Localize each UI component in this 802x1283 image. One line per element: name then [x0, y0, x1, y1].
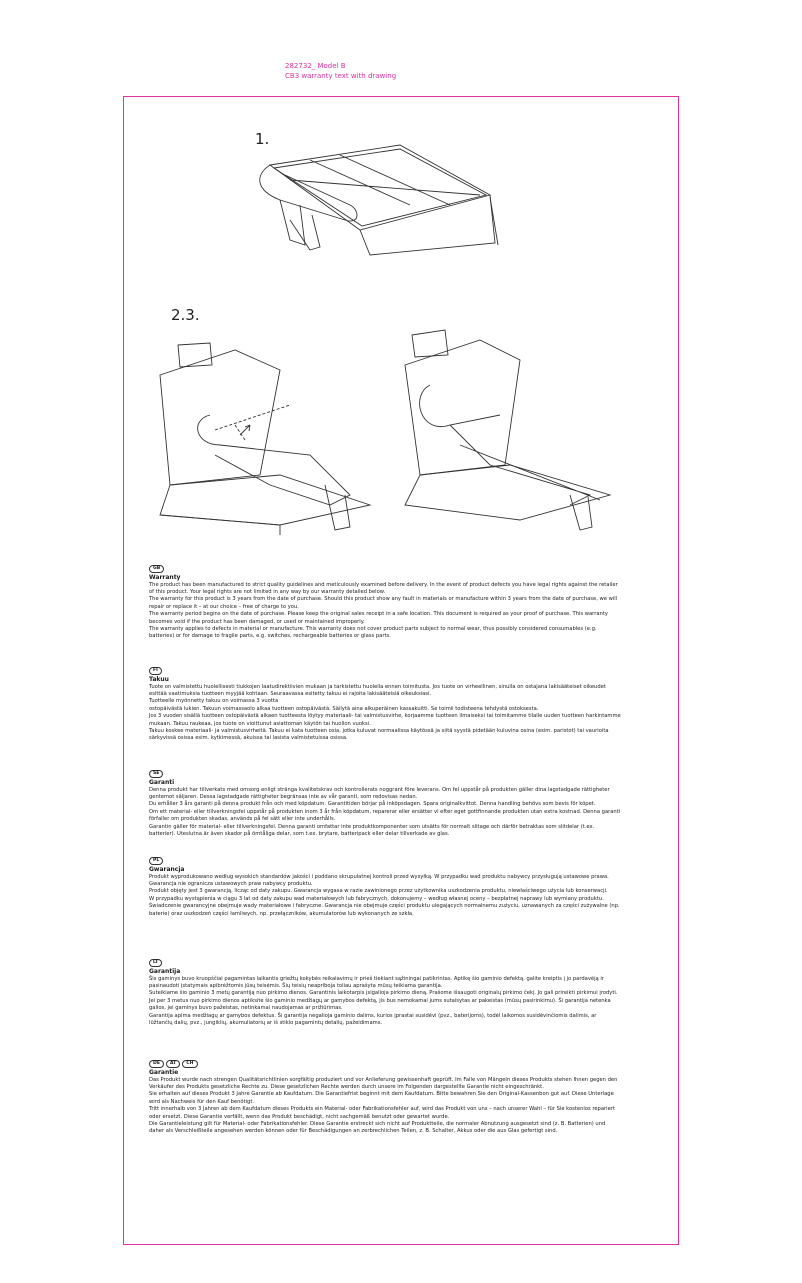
model-label: 282732_ Model B: [285, 62, 346, 70]
paragraph: Produkt objęty jest 3 gwarancją, licząc od daty zakupu. Gwarancja wygasa w razie zawinionego przez użytkownika uszkodzenia produktu, niewłaściwego użycia lub konserwacji.: [149, 888, 608, 895]
paragraph: Garantija apima medžiagų ar gamybos defektus. Ši garantija negalioja gaminio dalims, kurios įprastai susidėvi (pvz., baterijoms), todėl laikomos susidėvinčiomis dalimis, ar lūžtančių dalių, pvz., jungiklių, akumuliatorių ar iš stiklo pagamintų detalių, pažeidimams.: [149, 1012, 597, 1026]
warranty-section-fi: [149, 667, 621, 743]
section-title: Garanti: [149, 779, 175, 786]
document-header: [285, 61, 396, 81]
file-description: CB3 warranty text with drawing: [285, 72, 397, 80]
warranty-section-pl: [149, 857, 621, 918]
car-seat-installed-drawing: [400, 325, 630, 535]
warranty-section-gb: [149, 565, 621, 641]
paragraph: Šis gaminys buvo kruopščiai pagamintas laikantis griežtų kokybės reikalavimų ir prieš tiekiant sąžiningai patikrintas. Aptikę šio gaminio defektą, galite kreiptis į jo pardavėją ir pasinaudoti įstatymais apibrėžtomis jūsų teisėmis. Šių teisių neapriboja toliau aprašyta mūsų teikiama garantija.: [149, 975, 604, 989]
country-badge: SE: [149, 770, 163, 778]
paragraph: W przypadku wystąpienia w ciągu 3 lat od daty zakupu wad materiałowych lub fabrycznych, dokonujemy – według własnej oceny – bezpłatnej naprawy lub wymiany produktu.: [149, 895, 604, 902]
paragraph: Om ett material- eller tillverkningsfel uppstår på produkten inom 3 år från köpdatum, reparerar eller ersätter vi efter eget gottfinnande produkten utan extra kostnad. Denna garanti förfaller om produkten skadas, används på fel sätt eller inte underhålls.: [149, 808, 621, 823]
paragraph: Jos 3 vuoden sisällä tuotteen ostopäivästä alkaen tuotteesta löytyy materiaali- tai valmistusvirhe, korjaamme tuotteen ilmaiseksi tai toimitamme tilalle uuden tuotteen harkintamme mukaan. Takuu raukeaa, jos tuote on vioittunut asiattoman käytön tai huollon vuoksi.: [149, 713, 621, 727]
country-badge: DE: [149, 1060, 164, 1068]
paragraph: Tuotteelle myönnetty takuu on voimassa 3 vuotta: [149, 698, 279, 705]
country-badge: PL: [149, 857, 163, 865]
paragraph: Sie erhalten auf dieses Produkt 3 Jahre Garantie ab Kaufdatum. Die Garantiefrist beginnt mit dem Kaufdatum. Bitte bewahren Sie den Original-Kassenbon gut auf. Diese Unterlage wird als Nachweis für den Kauf benötigt.: [149, 1091, 614, 1105]
paragraph: The warranty period begins on the date of purchase. Please keep the original sales receipt in a safe location. This document is required as your proof of purchase. This warranty becomes void if the product has been damaged, or used or maintained improperly.: [149, 611, 608, 625]
paragraph: Garantin gäller för material- eller tillverkningsfel. Denna garanti omfattar inte produktkomponenter som utsätts för normalt slitage och därför betraktas som slitdelar (t.ex. batterier). Uteslutna är även skador på ömtåliga delar, som t.ex. brytare, batteripack eller delar tillverkade av glas.: [149, 823, 595, 837]
country-badge: AT: [166, 1060, 180, 1068]
paragraph: The warranty applies to defects in material or manufacture. This warranty does not cover product parts subject to normal wear, thus possibly considered consumables (e.g. batteries) or for damage to fragile parts, e.g. switches, rechargeable batteries or glass parts.: [149, 625, 597, 640]
paragraph: Jei per 3 metus nuo pirkimo dienos aptiksite šio gaminio medžiagų ar gamybos defektą, jis bus nemokamai jums sutaisytas ar pakeistas (mūsų pasirinkimu). Ši garantija netenka galios, jei gaminys buvo pažeistas, netinkamai naudojamas ar prižiūrimas.: [149, 997, 611, 1012]
warranty-section-se: [149, 770, 621, 838]
step-2-3-label: 2.3.: [171, 306, 200, 324]
paragraph: Tuote on valmistettu huolellisesti tiukkojen laatudirektiivien mukaan ja tarkistettu huolella ennen toimitusta. Jos tuote on virheellinen, sinulla on ostajana lakisääteiset oikeudet esittää vaatimuksia tuotteen myyjää kohtaan. Seuraavassa esitetty takuu ei rajoita lakisääteisiä oikeuksiasi.: [149, 683, 606, 697]
section-title: Gwarancja: [149, 866, 185, 873]
section-title: Garantija: [149, 968, 181, 975]
section-title: Takuu: [149, 676, 169, 683]
warranty-section-de: [149, 1060, 621, 1136]
paragraph: The warranty for this product is 3 years from the date of purchase. Should this product show any fault in materials or manufacture within 3 years from the date of purchase, we will repair or replace it – at our choice – free of charge to you.: [149, 596, 618, 610]
warranty-section-lt: [149, 959, 621, 1027]
country-badge: GB: [149, 565, 164, 573]
paragraph: Suteikiame šio gaminio 3 metų garantiją nuo pirkimo dienos. Garantinis laikotarpis įsigalioja pirkimo dieną. Prašome išsaugoti originalų pirkimo čekį. Jo gali prireikti pirkimui įrodyti.: [149, 990, 618, 997]
country-badge: LT: [149, 959, 162, 967]
paragraph: Das Produkt wurde nach strengen Qualitätsrichtlinien sorgfältig produziert und vor Anlieferung gewissenhaft geprüft. Im Falle von Mängeln dieses Produkts stehen Ihnen gegen den Verkäufer des Produkts gesetzliche Rechte zu. Diese gesetzlichen Rechte werden durch unsere im Folgenden dargestellte Garantie nicht eingeschränkt.: [149, 1076, 618, 1090]
paragraph: Produkt wyprodukowano według wysokich standardów jakości i poddano skrupulatnej kontroli przed wysyłką. W przypadku wad produktu nabywcy przysługują ustawowe prawa. Gwarancja nie ogranicza ustawowych praw nabywcy produktu.: [149, 873, 609, 887]
step-1-label: 1.: [255, 130, 270, 148]
country-badge: CH: [182, 1060, 197, 1068]
section-title: Warranty: [149, 574, 181, 581]
paragraph: Die Garantieleistung gilt für Material- oder Fabrikationsfehler. Diese Garantie erstreckt sich nicht auf Produktteile, die normaler Abnutzung ausgesetzt sind (z. B. Batterien) und daher als Verschleißteile angesehen werden können oder für Beschädigungen an zerbrechlichen Teilen, z. B. Schalter, Akkus oder die aus Glas gefertigt sind.: [149, 1120, 606, 1135]
paragraph: Denna produkt har tillverkats med omsorg enligt stränga kvalitetskrav och kontrollerats noggrant före leverans. Om fel uppstår på produkten gäller dina lagstadgade rättigheter gentemot säljaren. Dessa lagstadgade rättigheter begränsas inte av vår garanti, som redovisas nedan.: [149, 786, 610, 800]
car-seat-installation-drawing: [150, 335, 380, 535]
paragraph: The product has been manufactured to strict quality guidelines and meticulously examined before delivery. In the event of product defects you have legal rights against the retailer of this product. Your legal rights are not limited in any way by our warranty detailed below.: [149, 581, 618, 595]
country-badge: FI: [149, 667, 162, 675]
paragraph: Świadczenie gwarancyjne obejmuje wady materiałowe i fabryczne. Gwarancja nie obejmuje części produktu ulegających normalnemu zużyciu, uznawanych za części zużywalne (np. baterie) oraz uszkodzeń części łamliwych, np. przełączników, akumulatorów lub wykonanych ze szkła.: [149, 903, 620, 917]
paragraph: ostopäivästä lukien. Takuun voimassaolo alkaa tuotteen ostopäivästä. Säilytä aina alkuperäinen kassakuitti. Se toimii todisteena tehdystä ostoksesta.: [149, 705, 539, 712]
paragraph: Takuu koskee materiaali- ja valmistusvirheitä. Takuu ei kata tuotteen osia, jotka kuluvat normaalissa käytössä ja siitä syystä pidetään kuluvina osina (esim. paristot) tai vaurioita särkyvissä osissa esim. kytkimessä, akuissa tai lasista valmistetuissa osissa.: [149, 727, 609, 742]
section-title: Garantie: [149, 1069, 179, 1076]
paragraph: Tritt innerhalb von 3 Jahren ab dem Kaufdatum dieses Produkts ein Material- oder Fabrikationsfehler auf, wird das Produkt von uns – nach unserer Wahl – für Sie kostenlos repariert oder ersetzt. Diese Garantie verfällt, wenn das Produkt beschädigt, nicht sachgemäß benutzt oder gewartet wurde.: [149, 1106, 615, 1120]
seat-protector-drawing: [250, 135, 510, 270]
paragraph: Du erhåller 3 års garanti på denna produkt från och med köpdatum. Garantitiden börjar på inköpsdagen. Spara originalkvittot. Denna handling behövs som bevis för köpet.: [149, 801, 596, 808]
